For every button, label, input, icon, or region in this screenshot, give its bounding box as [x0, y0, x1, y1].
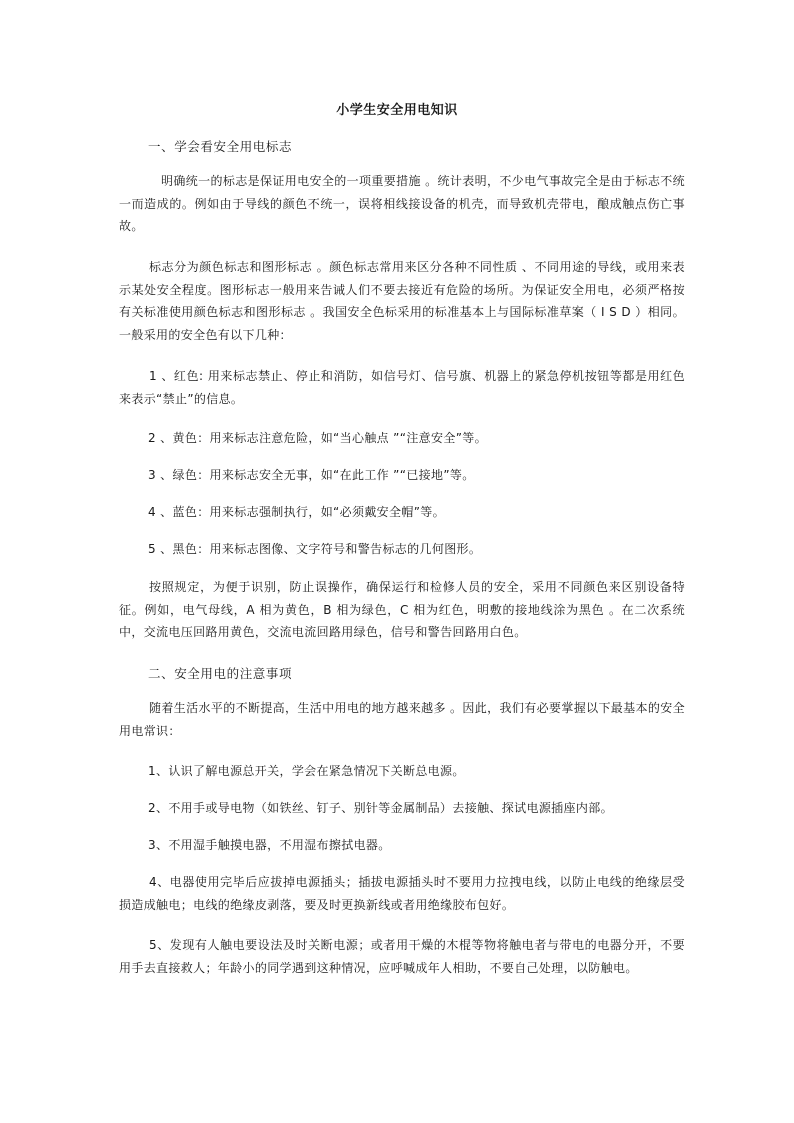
- precaution-item-4: 4、电器使用完毕后应拔掉电源插头；插拔电源插头时不要用力拉拽电线，以防止电线的绝缘层受损造成触电；电线的绝缘皮剥落，要及时更换新线或者用绝缘胶布包好。: [119, 875, 685, 912]
- color-item-red: 1 、红色: 用来标志禁止、停止和消防，如信号灯、信号旗、机器上的紧急停机按钮等都是用红色来表示“禁止”的信息。: [119, 369, 685, 406]
- paragraph-signs-importance: 明确统一的标志是保证用电安全的一项重要措施 。统计表明，不少电气事故完全是由于标志不统一而造成的。例如由于导线的颜色不统一，误将相线接设备的机壳，而导致机壳带电，酿成触点伤亡事故。: [119, 174, 685, 233]
- document-title: 小学生安全用电知识: [336, 103, 458, 118]
- paragraph-sign-types: 标志分为颜色标志和图形标志 。颜色标志常用来区分各种不同性质 、不同用途的导线，或用来表示某处安全程度。图形标志一般用来告诫人们不要去接近有危险的场所。为保证安全用电，必须严格按有关标准使用颜色标志和图形标志 。我国安全色标采用的标准基本上与国际标准草案（ I S D ）相同。一般采用的安全色有以下几种：: [119, 260, 685, 342]
- color-item-blue: 4 、蓝色：用来标志强制执行，如“必须戴安全帽”等。: [148, 505, 445, 519]
- color-item-green: 3 、绿色：用来标志安全无事，如“在此工作 ”“已接地”等。: [148, 468, 475, 482]
- paragraph-color-rules: 按照规定，为便于识别，防止误操作，确保运行和检修人员的安全，采用不同颜色来区别设备特征。例如，电气母线，A 相为黄色，B 相为绿色，C 相为红色，明敷的接地线涂为黑色 。在二次系统中，交流电压回路用黄色，交流电流回路用绿色，信号和警告回路用白色。: [119, 580, 685, 639]
- color-item-yellow: 2 、黄色：用来标志注意危险，如“当心触点 ”“注意安全”等。: [148, 431, 487, 445]
- precaution-item-2: 2、不用手或导电物（如铁丝、钉子、别针等金属制品）去接触、探试电源插座内部。: [148, 801, 613, 815]
- precaution-item-5: 5、发现有人触电要设法及时关断电源；或者用干燥的木棍等物将触电者与带电的电器分开，不要用手去直接救人；年龄小的同学遇到这种情况，应呼喊成年人相助，不要自己处理，以防触电。: [119, 938, 685, 975]
- paragraph-precautions-intro: 随着生活水平的不断提高，生活中用电的地方越来越多 。因此，我们有必要掌握以下最基本的安全用电常识：: [119, 701, 685, 738]
- section-heading-precautions: 二、安全用电的注意事项: [148, 666, 293, 681]
- precaution-item-1: 1、认识了解电源总开关，学会在紧急情况下关断总电源。: [148, 764, 465, 778]
- color-item-black: 5 、黑色：用来标志图像、文字符号和警告标志的几何图形。: [148, 542, 482, 556]
- precaution-item-3: 3、不用湿手触摸电器，不用湿布擦拭电器。: [148, 838, 391, 852]
- section-heading-safety-signs: 一、学会看安全用电标志: [148, 139, 293, 154]
